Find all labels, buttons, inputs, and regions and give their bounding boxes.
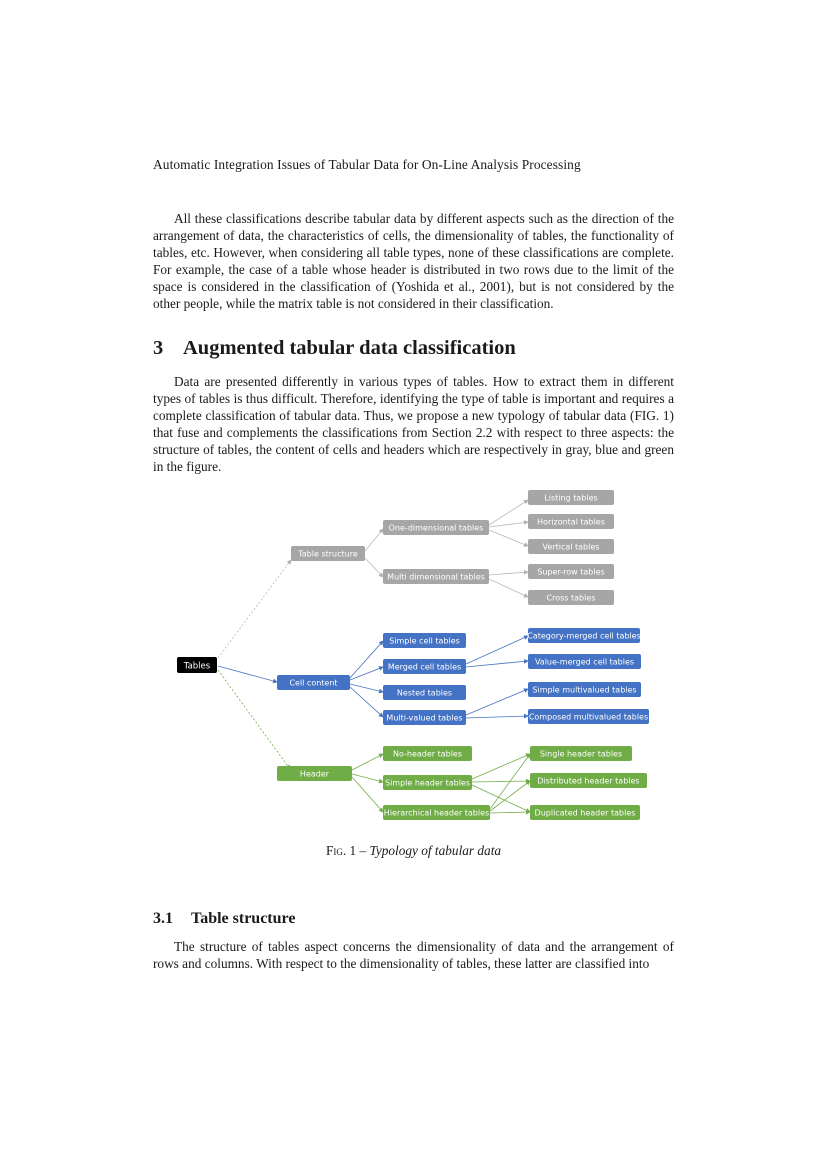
- node-single-header: [530, 746, 632, 761]
- section-number: 3: [153, 337, 164, 359]
- node-one-dimensional-label: One-dimensional tables: [388, 523, 484, 533]
- node-header: [277, 766, 352, 781]
- node-listing: [528, 490, 614, 505]
- node-single-header-label: Single header tables: [539, 749, 623, 759]
- subsection-heading: [153, 910, 295, 928]
- node-no-header-label: No-header tables: [392, 749, 463, 759]
- node-cross-label: Cross tables: [546, 593, 596, 603]
- paragraph-table-structure: The structure of tables aspect concerns the dimensionality of data and the arrangement of rows and columns. With respect to the dimensionality of tables, these latter are classified into: [153, 939, 674, 971]
- node-duplicated-header: [530, 805, 640, 820]
- node-merged-cell-label: Merged cell tables: [387, 662, 462, 672]
- node-cell-content-label: Cell content: [289, 678, 338, 688]
- subsection-number: 3.1: [153, 910, 173, 927]
- node-horizontal: [528, 514, 614, 529]
- node-multi-valued-label: Multi-valued tables: [386, 713, 463, 723]
- node-tables-label: Tables: [183, 661, 211, 672]
- node-nested: [383, 685, 466, 700]
- node-category-merged: [527, 628, 641, 643]
- node-simple-cell: [383, 633, 466, 648]
- node-header-label: Header: [299, 769, 330, 779]
- paragraph-section-3: Data are presented differently in various types of tables. How to extract them in different types of tables is thus difficult. Therefore, identifying the type of table is important and requires a complete classification of tabular data. Thus, we propose a new typology of tabular data (FIG. 1) that fuse and complements the classifications from Section 2.2 with respect to three aspects: the structure of tables, the content of cells and headers which are respectively in gray, blue and green in the figure.: [153, 374, 674, 474]
- node-nested-label: Nested tables: [396, 688, 453, 698]
- node-merged-cell: [383, 659, 466, 674]
- node-hierarchical-header-label: Hierarchical header tables: [383, 808, 490, 818]
- node-simple-multivalued: [528, 682, 641, 697]
- node-duplicated-header-label: Duplicated header tables: [534, 808, 636, 818]
- node-hierarchical-header: [383, 805, 490, 820]
- node-value-merged-label: Value-merged cell tables: [534, 657, 635, 667]
- node-multi-dimensional: [383, 569, 489, 584]
- node-composed-multivalued: [528, 709, 649, 724]
- running-head: Automatic Integration Issues of Tabular Data for On-Line Analysis Processing: [153, 157, 581, 172]
- node-one-dimensional: [383, 520, 489, 535]
- node-table-structure: [291, 546, 365, 561]
- node-cell-content: [277, 675, 350, 690]
- subsection-title: Table structure: [191, 910, 296, 927]
- node-simple-header-label: Simple header tables: [384, 778, 471, 788]
- node-value-merged: [528, 654, 641, 669]
- node-listing-label: Listing tables: [544, 493, 598, 503]
- blue-connectors: [218, 636, 528, 718]
- caption-label: Fig. 1 –: [325, 843, 367, 858]
- node-table-structure-label: Table structure: [298, 549, 358, 559]
- node-super-row-label: Super-row tables: [537, 567, 605, 577]
- node-distributed-header-label: Distributed header tables: [537, 776, 640, 786]
- node-category-merged-label: Category-merged cell tables: [527, 631, 641, 641]
- node-simple-multivalued-label: Simple multivalued tables: [532, 685, 637, 695]
- node-vertical-label: Vertical tables: [542, 542, 600, 552]
- node-horizontal-label: Horizontal tables: [537, 517, 605, 527]
- node-simple-cell-label: Simple cell tables: [389, 636, 460, 646]
- node-multi-valued: [383, 710, 466, 725]
- node-composed-multivalued-label: Composed multivalued tables: [528, 712, 649, 722]
- node-distributed-header: [530, 773, 647, 788]
- node-no-header: [383, 746, 472, 761]
- node-multi-dimensional-label: Multi dimensional tables: [387, 572, 485, 582]
- green-connectors: [218, 670, 530, 813]
- figure-caption: [0, 843, 827, 859]
- paragraph-intro: All these classifications describe tabular data by different aspects such as the direction of the arrangement of data, the characteristics of cells, the dimensionality of tables, the functionality of tables, etc. However, when considering all table types, none of these classifications are complete. For example, the case of a table whose header is distributed in two rows due to the limit of the space is considered in the classification of (Yoshida et al., 2001), but is not considered by the other people, while the matrix table is not considered in their classification.: [153, 211, 674, 311]
- node-vertical: [528, 539, 614, 554]
- section-title: Augmented tabular data classification: [183, 337, 516, 359]
- node-super-row: [528, 564, 614, 579]
- node-cross: [528, 590, 614, 605]
- node-tables: [177, 657, 217, 673]
- node-simple-header: [383, 775, 472, 790]
- caption-text: Typology of tabular data: [369, 843, 502, 858]
